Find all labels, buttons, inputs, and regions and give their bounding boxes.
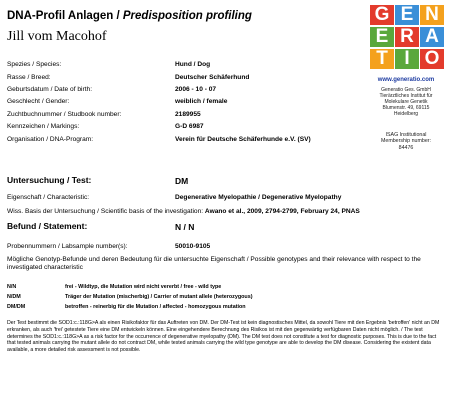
genotype-code: N/N — [7, 284, 17, 290]
characteristic-value: Degenerative Myelopathie / Degenerative Myelopathy — [175, 194, 342, 201]
genotype-desc: frei - Wildtyp, die Mutation wird nicht vererbt / free - wild type — [65, 284, 222, 290]
studbook-label: Zuchtbuchnummer / Studbook number: — [7, 111, 122, 118]
sample-value: 50010-9105 — [175, 243, 211, 250]
basis-value: Awano et al., 2009, 2794-2799, February 24, PNAS — [204, 208, 360, 215]
birthdate-label: Geburtsdatum / Date of birth: — [7, 86, 93, 93]
scientific-basis — [7, 208, 360, 215]
breed-label: Rasse / Breed: — [7, 74, 51, 81]
genotypes-intro: Mögliche Genotyp-Befunde und deren Bedeutung für die untersuchte Eigenschaft / Possible genotypes and their relevance with respect to the investigated characteristic — [7, 256, 421, 272]
isag-line: Membership number: — [380, 138, 432, 145]
logo-letter-tile: I — [395, 49, 419, 69]
logo-letter-tile: R — [395, 27, 419, 47]
gender-label: Geschlecht / Gender: — [7, 98, 70, 105]
test-value: DM — [175, 176, 189, 186]
isag-membership — [363, 132, 449, 151]
basis-label: Wiss. Basis der Untersuchung / Scientific basis of the investigation: — [7, 208, 204, 215]
title-english: Predisposition profiling — [122, 10, 252, 22]
logo-letter-tile: E — [395, 5, 419, 25]
genotype-desc: betroffen - reinerbig für die Mutation / affected - homozygous mutation — [65, 304, 246, 310]
footnote: Der Test bestimmt die SOD1:c.:118G>A als einen Risikofaktor für das Auftreten von DM. Der DM-Test ist kein diagnostisches Mittel, da sowohl Tiere mit den Ergebnis 'betroffen' nicht an DM erkranken, als auch 'frei' getestete Tiere eine DM entwickeln können. Eine eingehendere Berechnung des Risikos ist mit den gegenwärtig verfügbaren Daten nicht möglich. / The test determines the SOD1:c.:118G>A as a risk factor for the occurrence of degenerative myelopathy (DM). The DM test does not constitute a test for diagnostic purposes. This is due to the fact that tested animals carrying the mutant allele do not contract DM, while tested animals carrying the wild type genotype are able to develop the DM disease. Considering the existent data available, a more detailed risk assessment is not possible. — [7, 320, 440, 354]
website-url[interactable]: www.generatio.com — [377, 77, 435, 83]
logo-letter-tile: G — [370, 5, 394, 25]
logo-letter-tile: A — [420, 27, 444, 47]
species-label: Spezies / Species: — [7, 61, 62, 68]
breed-value: Deutscher Schäferhund — [175, 74, 250, 81]
isag-line: ISAG Institutional — [385, 132, 427, 138]
logo-letter-tile: N — [420, 5, 444, 25]
logo-letter-tile: E — [370, 27, 394, 47]
isag-line: 84476 — [398, 144, 414, 151]
document-title — [7, 10, 252, 22]
species-value: Hund / Dog — [175, 61, 211, 68]
title-german: DNA-Profil Anlagen — [7, 10, 114, 22]
markings-label: Kennzeichen / Markings: — [7, 123, 80, 130]
finding-value: N / N — [175, 222, 195, 232]
address-line: Tierärztliches Institut für — [379, 93, 433, 99]
organisation-label: Organisation / DNA-Program: — [7, 136, 94, 143]
logo-letter-tile: O — [420, 49, 444, 69]
address-line: Blumenstr. 49, 69115 — [382, 105, 430, 111]
dog-name: Jill vom Macohof — [7, 29, 107, 44]
organisation-value: Verein für Deutsche Schäferhunde e.V. (SV) — [175, 136, 311, 143]
markings-value: G-D 6987 — [175, 123, 204, 130]
lab-address — [363, 87, 449, 117]
characteristic-label: Eigenschaft / Characteristic: — [7, 194, 90, 201]
genotype-code: DM/DM — [7, 304, 26, 310]
address-line: Generatio Ges. GmbH — [381, 87, 431, 93]
sample-label: Probennummern / Labsample number(s): — [7, 243, 128, 250]
test-label: Untersuchung / Test: — [7, 175, 92, 185]
genotype-code: N/DM — [7, 294, 21, 300]
title-separator: / — [113, 10, 123, 22]
genotype-desc: Träger der Mutation (mischerbig) / Carrier of mutant allele (heterozygous) — [65, 294, 253, 300]
studbook-value: 2189955 — [175, 111, 201, 118]
address-line: Heidelberg — [393, 111, 419, 117]
address-line: Molekulare Genetik — [384, 99, 428, 105]
birthdate-value: 2006 - 10 - 07 — [175, 86, 217, 93]
logo-letter-tile: T — [370, 49, 394, 69]
gender-value: weiblich / female — [175, 98, 228, 105]
finding-label: Befund / Statement: — [7, 221, 88, 231]
